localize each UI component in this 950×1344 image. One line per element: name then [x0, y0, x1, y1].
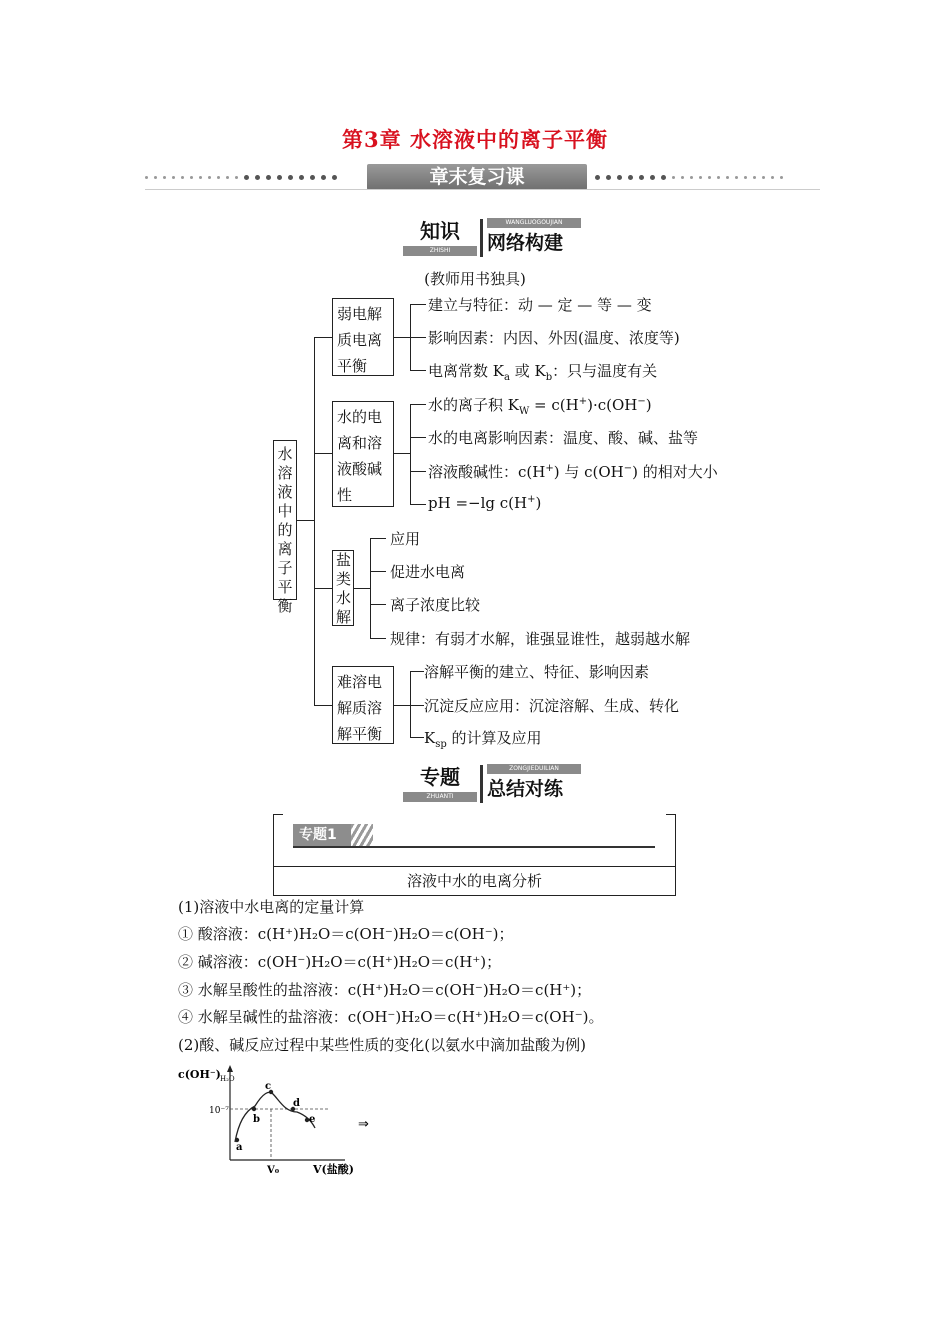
- teacher-note: (教师用书独具): [424, 270, 526, 288]
- graph-x-tick: V₀: [267, 1165, 280, 1176]
- branch-water-ionization: 水的电离和溶液酸碱性: [332, 401, 394, 507]
- section-main-pinyin: ZHISHI: [403, 246, 477, 256]
- formula-line-4: ④ 水解呈碱性的盐溶液：c(OH⁻)H₂O＝c(H⁺)H₂O＝c(OH⁻)。: [178, 1008, 604, 1026]
- banner-title: 章末复习课: [367, 164, 587, 190]
- leaf-b2-1: 水的离子积 $K_W = c(H^+)\cdot c(OH^-)$: [428, 396, 652, 417]
- titration-graph: [175, 1060, 375, 1180]
- leaf-b3-4: 规律：有弱才水解，谁强显谁性，越弱越水解: [390, 630, 691, 648]
- graph-label-b: b: [253, 1114, 260, 1125]
- graph-label-a: a: [236, 1142, 243, 1153]
- leaf-b4-3: $K_{sp}$ 的计算及应用: [424, 729, 542, 750]
- leaf-b1-1: 建立与特征：动 — 定 — 等 — 变: [428, 296, 652, 314]
- formula-line-1: ① 酸溶液：c(H⁺)H₂O＝c(OH⁻)H₂O＝c(OH⁻)；: [178, 925, 514, 943]
- graph-label-d: d: [293, 1098, 300, 1109]
- topic-title: 溶液中水的电离分析: [273, 866, 676, 896]
- topic-tag: 专题1: [293, 824, 351, 846]
- leaf-b2-3: 溶液酸碱性：c(H+) 与 c(OH−) 的相对大小: [428, 463, 718, 481]
- chapter-title: 第3章 水溶液中的离子平衡: [342, 127, 608, 152]
- graph-label-e: e: [309, 1114, 316, 1125]
- leaf-b3-2: 促进水电离: [390, 563, 466, 581]
- leaf-b3-3: 离子浓度比较: [390, 596, 481, 614]
- graph-y-arrow: [227, 1065, 233, 1072]
- graph-y-tick: 10⁻⁷: [209, 1106, 229, 1116]
- branch-weak-electrolyte: 弱电解质电离平衡: [332, 298, 394, 376]
- graph-curve: [235, 1092, 315, 1142]
- section-sub-label: 总结对练: [487, 778, 564, 800]
- branch-salt-hydrolysis: 盐类水解: [332, 550, 354, 626]
- leaf-b1-2: 影响因素：内因、外因(温度、浓度等): [428, 329, 680, 347]
- paragraph-2: (2)酸、碱反应过程中某些性质的变化(以氨水中滴加盐酸为例): [178, 1036, 586, 1054]
- tree-root: 水溶液中的离子平衡: [273, 440, 297, 600]
- topic-tag-stripes: [351, 824, 373, 846]
- branch-solubility-equilibrium: 难溶电解质溶解平衡: [332, 666, 394, 744]
- paragraph-1: (1)溶液中水电离的定量计算: [178, 898, 365, 916]
- section-main-label: 专题: [420, 765, 460, 789]
- section-heading-topics: [403, 762, 583, 810]
- section-main-pinyin: ZHUANTI: [403, 792, 477, 802]
- graph-label-c: c: [265, 1081, 272, 1092]
- leaf-b1-3: 电离常数 $K_a$ 或 $K_b$：只与温度有关: [428, 362, 658, 383]
- formula-line-2: ② 碱溶液：c(OH⁻)H₂O＝c(H⁺)H₂O＝c(H⁺)；: [178, 953, 502, 971]
- topic-box: [273, 814, 676, 896]
- leaf-b4-1: 溶解平衡的建立、特征、影响因素: [424, 663, 650, 681]
- graph-y-label: c(OH⁻): [178, 1068, 221, 1081]
- section-sub-pinyin: WANGLUOGOUJIAN: [487, 218, 581, 228]
- formula-line-3: ③ 水解呈酸性的盐溶液：c(H⁺)H₂O＝c(OH⁻)H₂O＝c(H⁺)；: [178, 981, 592, 999]
- graph-y-sub: H₂O: [220, 1075, 235, 1083]
- graph-point-b: [252, 1107, 256, 1111]
- leaf-b3-1: 应用: [390, 530, 421, 548]
- leaf-b2-4: pH =−lg c(H+): [428, 494, 542, 512]
- leaf-b4-2: 沉淀反应应用：沉淀溶解、生成、转化: [424, 697, 680, 715]
- section-sub-pinyin: ZONGJIEDUILIAN: [487, 764, 581, 774]
- section-main-label: 知识: [420, 219, 460, 243]
- leaf-b2-2: 水的电离影响因素：温度、酸、碱、盐等: [428, 429, 699, 447]
- graph-arrow: ⇒: [358, 1117, 369, 1132]
- graph-x-label: V(盐酸): [313, 1163, 354, 1176]
- section-sub-label: 网络构建: [487, 232, 564, 254]
